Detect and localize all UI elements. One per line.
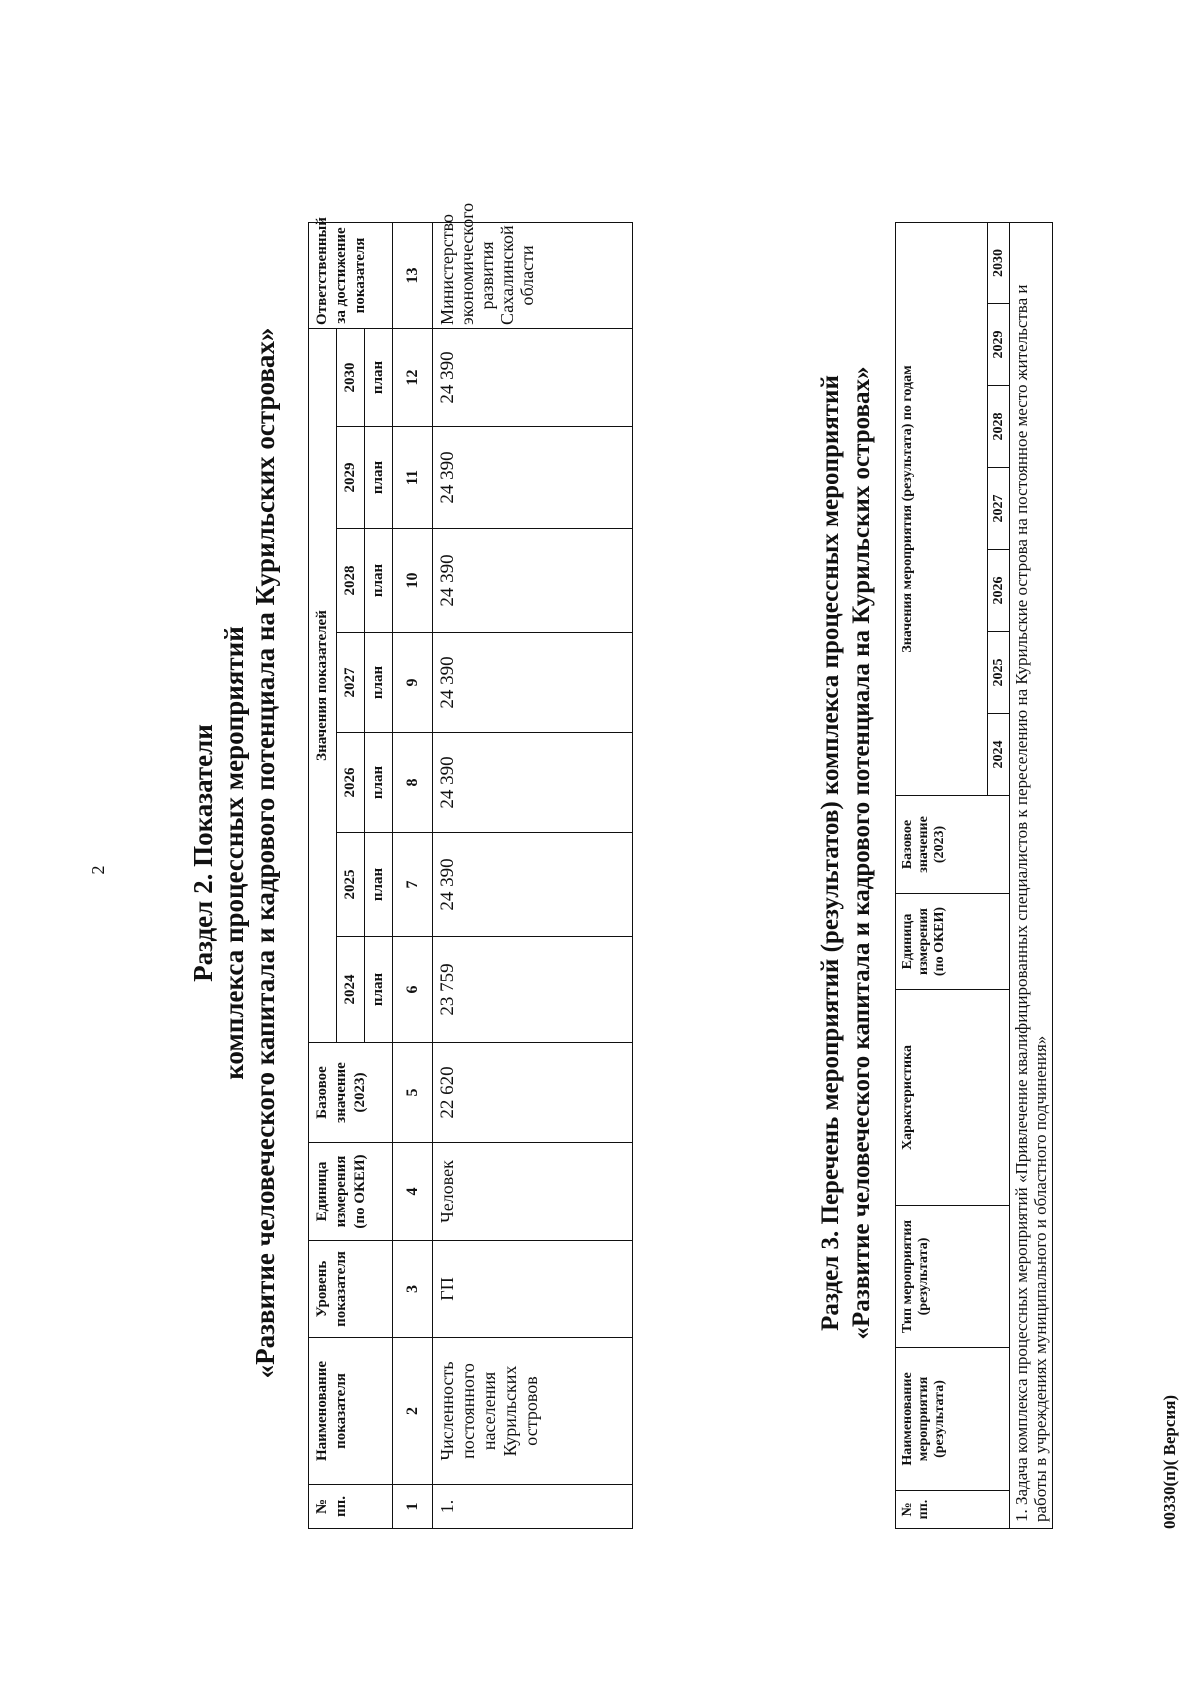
header-characteristic: Характеристика [896,990,1010,1206]
section2-title-line1: Раздел 2. Показатели [188,724,218,982]
col-index: 11 [393,427,433,529]
col-index: 1 [393,1485,433,1529]
plan-cell: план [365,733,393,833]
row-value: 24 390 [433,427,633,529]
section3-title [815,0,877,1706]
header-values: Значения показателей [309,328,337,1042]
plan-cell: план [365,633,393,733]
col-index: 3 [393,1241,433,1338]
section2-title-line2: комплекса процессных мероприятий [219,626,249,1080]
year-cell: 2027 [988,468,1010,550]
header-name: Наименование показателя [309,1338,393,1485]
plan-cell: план [365,427,393,529]
table2-index-row [393,222,433,1528]
row-value: 23 759 [433,937,633,1043]
plan-cell: план [365,529,393,633]
year-cell: 2027 [337,633,365,733]
year-cell: 2029 [337,427,365,529]
plan-cell: план [365,937,393,1043]
year-cell: 2029 [988,304,1010,386]
plan-cell: план [365,328,393,426]
row-value: 24 390 [433,529,633,633]
year-cell: 2025 [988,632,1010,714]
table3-header-row [896,223,988,1529]
section2-title-line3: «Развитие человеческого капитала и кадрового потенциала на Курильских островах» [250,327,280,1379]
header-type: Тип мероприятия (результата) [896,1206,1010,1348]
col-index: 10 [393,529,433,633]
section3-title-line2: «Развитие человеческого капитала и кадрового потенциала на Курильских островах» [848,366,875,1340]
year-cell: 2026 [988,550,1010,632]
header-num: № пп. [896,1491,1010,1529]
header-responsible: Ответственный за достижение показателя [309,222,393,328]
header-values: Значения мероприятия (результата) по годам [896,223,988,796]
col-index: 6 [393,937,433,1043]
page-number: 2 [88,865,108,875]
header-level: Уровень показателя [309,1241,393,1338]
year-cell: 2028 [337,529,365,633]
row-value: 24 390 [433,733,633,833]
row-responsible: Министерство экономического развития Сахалинской области [433,222,633,328]
header-base: Базовое значение (2023) [896,796,1010,894]
col-index: 5 [393,1043,433,1143]
col-index: 12 [393,328,433,426]
measures-table [895,222,1053,1529]
row-value: 24 390 [433,833,633,937]
year-cell: 2030 [337,328,365,426]
col-index: 4 [393,1143,433,1241]
section2-title [188,0,281,1706]
header-unit: Единица измерения (по ОКЕИ) [309,1143,393,1241]
header-name: Наименование мероприятия (результата) [896,1348,1010,1491]
row-unit: Человек [433,1143,633,1241]
version-note: 00330(п)( Версия) [1160,1394,1179,1529]
col-index: 9 [393,633,433,733]
col-index: 13 [393,222,433,328]
task-text: 1. Задача комплекса процессных мероприятий «Привлечение квалифицированных специалистов к переселению на Курильские острова на постоянное место жительства и работы в учреждениях муниципального и областного подчинения» [1010,223,1053,1529]
plan-cell: план [365,833,393,937]
year-cell: 2024 [988,714,1010,796]
header-unit: Единица измерения (по ОКЕИ) [896,894,1010,990]
row-value: 24 390 [433,328,633,426]
year-cell: 2025 [337,833,365,937]
year-cell: 2028 [988,386,1010,468]
row-level: ГП [433,1241,633,1338]
header-num: № пп. [309,1485,393,1529]
col-index: 8 [393,733,433,833]
row-num: 1. [433,1485,633,1529]
section3-title-line1: Раздел 3. Перечень мероприятий (результатов) комплекса процессных мероприятий [817,375,844,1331]
indicators-table [308,202,633,1529]
table3-task-row [1010,223,1053,1529]
header-base: Базовое значение (2023) [309,1043,393,1143]
year-cell: 2030 [988,223,1010,304]
row-base: 22 620 [433,1043,633,1143]
row-value: 24 390 [433,633,633,733]
table2-data-row [433,222,633,1528]
col-index: 7 [393,833,433,937]
table2-header-row [309,222,337,1528]
col-index: 2 [393,1338,433,1485]
year-cell: 2024 [337,937,365,1043]
row-name: Численность постоянного населения Курильских островов [433,1338,633,1485]
year-cell: 2026 [337,733,365,833]
